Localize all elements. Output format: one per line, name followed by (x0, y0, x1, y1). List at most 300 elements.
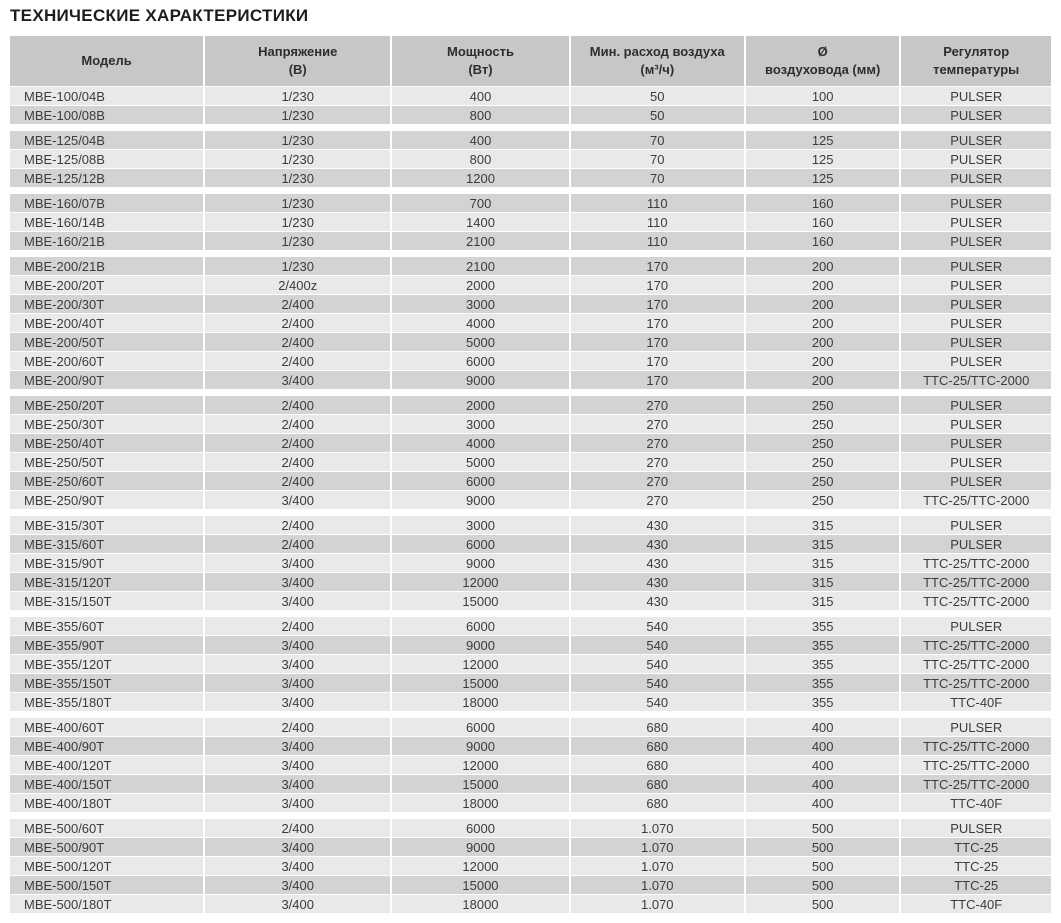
cell-power: 9000 (392, 636, 568, 654)
cell-duct: 125 (746, 131, 900, 149)
cell-airflow: 170 (571, 295, 744, 313)
cell-model: MBE-500/150T (10, 876, 203, 894)
cell-regulator: TTC-25/TTC-2000 (901, 636, 1051, 654)
cell-model: MBE-200/30T (10, 295, 203, 313)
cell-duct: 500 (746, 876, 900, 894)
cell-regulator: PULSER (901, 434, 1051, 452)
cell-airflow: 110 (571, 232, 744, 250)
model-group-MBE-315 (10, 516, 1051, 610)
cell-airflow: 1.070 (571, 895, 744, 913)
cell-airflow: 680 (571, 718, 744, 736)
cell-voltage: 3/400 (205, 838, 390, 856)
table-row (10, 491, 1051, 509)
cell-voltage: 2/400 (205, 535, 390, 553)
cell-regulator: TTC-40F (901, 794, 1051, 812)
model-group-MBE-160 (10, 194, 1051, 250)
cell-voltage: 2/400 (205, 333, 390, 351)
cell-airflow: 170 (571, 257, 744, 275)
cell-model: MBE-500/90T (10, 838, 203, 856)
cell-regulator: PULSER (901, 232, 1051, 250)
cell-regulator: PULSER (901, 131, 1051, 149)
column-header-label: Модель (81, 53, 132, 68)
cell-duct: 500 (746, 895, 900, 913)
column-header-model (10, 36, 203, 86)
cell-voltage: 1/230 (205, 213, 390, 231)
cell-duct: 200 (746, 371, 900, 389)
column-header-voltage (205, 36, 390, 86)
cell-airflow: 110 (571, 194, 744, 212)
cell-regulator: TTC-25/TTC-2000 (901, 371, 1051, 389)
cell-model: MBE-160/07B (10, 194, 203, 212)
cell-voltage: 3/400 (205, 491, 390, 509)
cell-airflow: 170 (571, 352, 744, 370)
cell-airflow: 430 (571, 516, 744, 534)
table-row (10, 453, 1051, 471)
cell-airflow: 540 (571, 617, 744, 635)
table-row (10, 276, 1051, 294)
column-header-label: (Вт) (468, 62, 493, 77)
cell-model: MBE-200/20T (10, 276, 203, 294)
cell-duct: 355 (746, 617, 900, 635)
cell-airflow: 540 (571, 674, 744, 692)
cell-airflow: 170 (571, 333, 744, 351)
table-row (10, 131, 1051, 149)
cell-model: MBE-355/90T (10, 636, 203, 654)
cell-power: 9000 (392, 737, 568, 755)
cell-power: 3000 (392, 415, 568, 433)
table-row (10, 819, 1051, 837)
cell-voltage: 3/400 (205, 554, 390, 572)
cell-model: MBE-400/120T (10, 756, 203, 774)
table-row (10, 535, 1051, 553)
column-header-label: Ø (817, 44, 828, 59)
column-header-label: Регулятор (943, 44, 1010, 59)
cell-power: 6000 (392, 535, 568, 553)
table-row (10, 592, 1051, 610)
cell-voltage: 2/400 (205, 819, 390, 837)
table-row (10, 655, 1051, 673)
cell-model: MBE-250/60T (10, 472, 203, 490)
cell-duct: 250 (746, 415, 900, 433)
cell-power: 800 (392, 106, 568, 124)
column-header-regulator (901, 36, 1051, 86)
table-row (10, 396, 1051, 414)
cell-power: 15000 (392, 592, 568, 610)
cell-duct: 200 (746, 276, 900, 294)
table-row (10, 718, 1051, 736)
cell-power: 18000 (392, 794, 568, 812)
column-header-label: Напряжение (258, 44, 338, 59)
cell-voltage: 1/230 (205, 257, 390, 275)
cell-regulator: PULSER (901, 415, 1051, 433)
cell-airflow: 680 (571, 775, 744, 793)
cell-duct: 200 (746, 295, 900, 313)
cell-voltage: 3/400 (205, 895, 390, 913)
cell-regulator: PULSER (901, 257, 1051, 275)
cell-regulator: PULSER (901, 472, 1051, 490)
cell-power: 15000 (392, 674, 568, 692)
cell-regulator: TTC-25/TTC-2000 (901, 674, 1051, 692)
cell-model: MBE-315/120T (10, 573, 203, 591)
cell-model: MBE-200/50T (10, 333, 203, 351)
cell-airflow: 270 (571, 434, 744, 452)
cell-power: 18000 (392, 895, 568, 913)
cell-airflow: 680 (571, 794, 744, 812)
cell-regulator: PULSER (901, 150, 1051, 168)
cell-regulator: PULSER (901, 213, 1051, 231)
cell-model: MBE-125/08B (10, 150, 203, 168)
cell-duct: 355 (746, 674, 900, 692)
cell-power: 3000 (392, 295, 568, 313)
cell-airflow: 110 (571, 213, 744, 231)
cell-duct: 400 (746, 737, 900, 755)
cell-duct: 355 (746, 655, 900, 673)
cell-duct: 125 (746, 169, 900, 187)
cell-regulator: PULSER (901, 718, 1051, 736)
cell-airflow: 540 (571, 693, 744, 711)
cell-voltage: 2/400 (205, 516, 390, 534)
cell-airflow: 430 (571, 573, 744, 591)
cell-regulator: TTC-25 (901, 876, 1051, 894)
cell-regulator: TTC-25/TTC-2000 (901, 756, 1051, 774)
column-header-label: воздуховода (мм) (765, 62, 881, 77)
cell-airflow: 680 (571, 756, 744, 774)
cell-airflow: 540 (571, 636, 744, 654)
cell-airflow: 270 (571, 491, 744, 509)
table-row (10, 415, 1051, 433)
cell-duct: 400 (746, 756, 900, 774)
table-row (10, 737, 1051, 755)
cell-duct: 250 (746, 396, 900, 414)
cell-duct: 200 (746, 314, 900, 332)
cell-model: MBE-250/20T (10, 396, 203, 414)
cell-model: MBE-250/30T (10, 415, 203, 433)
cell-airflow: 50 (571, 87, 744, 105)
cell-model: MBE-355/60T (10, 617, 203, 635)
table-row (10, 554, 1051, 572)
cell-airflow: 170 (571, 371, 744, 389)
table-row (10, 775, 1051, 793)
cell-voltage: 3/400 (205, 636, 390, 654)
cell-model: MBE-315/60T (10, 535, 203, 553)
cell-duct: 315 (746, 573, 900, 591)
cell-power: 12000 (392, 655, 568, 673)
table-row (10, 257, 1051, 275)
cell-airflow: 50 (571, 106, 744, 124)
table-row (10, 617, 1051, 635)
column-header-power (392, 36, 568, 86)
table-row (10, 194, 1051, 212)
cell-power: 9000 (392, 491, 568, 509)
cell-voltage: 2/400 (205, 434, 390, 452)
cell-power: 1400 (392, 213, 568, 231)
cell-model: MBE-200/90T (10, 371, 203, 389)
table-row (10, 857, 1051, 875)
cell-duct: 100 (746, 87, 900, 105)
cell-regulator: PULSER (901, 819, 1051, 837)
cell-duct: 200 (746, 333, 900, 351)
cell-regulator: TTC-25 (901, 838, 1051, 856)
cell-duct: 355 (746, 636, 900, 654)
cell-voltage: 1/230 (205, 194, 390, 212)
cell-duct: 315 (746, 535, 900, 553)
cell-power: 12000 (392, 756, 568, 774)
column-header-label: температуры (933, 62, 1020, 77)
table-row (10, 232, 1051, 250)
table-header-row (10, 36, 1051, 86)
cell-duct: 125 (746, 150, 900, 168)
cell-power: 6000 (392, 617, 568, 635)
cell-airflow: 1.070 (571, 876, 744, 894)
cell-regulator: TTC-25/TTC-2000 (901, 592, 1051, 610)
model-group-MBE-250 (10, 396, 1051, 509)
table-row (10, 876, 1051, 894)
cell-power: 9000 (392, 838, 568, 856)
cell-model: MBE-200/40T (10, 314, 203, 332)
cell-regulator: TTC-25/TTC-2000 (901, 491, 1051, 509)
cell-duct: 250 (746, 453, 900, 471)
table-row (10, 371, 1051, 389)
cell-airflow: 1.070 (571, 857, 744, 875)
cell-duct: 160 (746, 213, 900, 231)
cell-power: 3000 (392, 516, 568, 534)
cell-duct: 400 (746, 718, 900, 736)
cell-power: 4000 (392, 314, 568, 332)
cell-model: MBE-500/120T (10, 857, 203, 875)
cell-voltage: 2/400 (205, 472, 390, 490)
cell-regulator: PULSER (901, 516, 1051, 534)
cell-regulator: TTC-25/TTC-2000 (901, 554, 1051, 572)
cell-model: MBE-200/60T (10, 352, 203, 370)
cell-voltage: 2/400 (205, 453, 390, 471)
cell-voltage: 3/400 (205, 857, 390, 875)
model-group-MBE-125 (10, 131, 1051, 187)
cell-model: MBE-125/04B (10, 131, 203, 149)
cell-power: 2000 (392, 276, 568, 294)
cell-power: 15000 (392, 775, 568, 793)
cell-power: 1200 (392, 169, 568, 187)
cell-model: MBE-315/150T (10, 592, 203, 610)
cell-airflow: 1.070 (571, 838, 744, 856)
cell-power: 5000 (392, 333, 568, 351)
table-row (10, 516, 1051, 534)
table-row (10, 838, 1051, 856)
cell-duct: 355 (746, 693, 900, 711)
cell-airflow: 430 (571, 535, 744, 553)
column-header-label: Мощность (446, 44, 514, 59)
table-row (10, 213, 1051, 231)
cell-duct: 400 (746, 775, 900, 793)
cell-airflow: 270 (571, 396, 744, 414)
cell-voltage: 3/400 (205, 794, 390, 812)
cell-duct: 200 (746, 352, 900, 370)
spec-table (10, 36, 1051, 913)
cell-duct: 200 (746, 257, 900, 275)
cell-power: 15000 (392, 876, 568, 894)
cell-airflow: 680 (571, 737, 744, 755)
table-row (10, 756, 1051, 774)
cell-power: 12000 (392, 573, 568, 591)
cell-airflow: 1.070 (571, 819, 744, 837)
table-row (10, 333, 1051, 351)
cell-duct: 160 (746, 194, 900, 212)
cell-regulator: PULSER (901, 314, 1051, 332)
column-header-airflow (571, 36, 744, 86)
cell-regulator: TTC-25/TTC-2000 (901, 573, 1051, 591)
cell-regulator: PULSER (901, 453, 1051, 471)
model-group-MBE-100 (10, 87, 1051, 124)
model-group-MBE-355 (10, 617, 1051, 711)
cell-airflow: 430 (571, 592, 744, 610)
model-group-MBE-400 (10, 718, 1051, 812)
cell-power: 6000 (392, 718, 568, 736)
cell-model: MBE-500/60T (10, 819, 203, 837)
cell-power: 6000 (392, 352, 568, 370)
cell-regulator: PULSER (901, 276, 1051, 294)
cell-airflow: 170 (571, 276, 744, 294)
cell-model: MBE-500/180T (10, 895, 203, 913)
cell-duct: 315 (746, 592, 900, 610)
cell-model: MBE-160/21B (10, 232, 203, 250)
cell-duct: 315 (746, 554, 900, 572)
cell-duct: 250 (746, 491, 900, 509)
cell-voltage: 2/400 (205, 415, 390, 433)
cell-voltage: 2/400 (205, 617, 390, 635)
cell-power: 400 (392, 131, 568, 149)
table-row (10, 472, 1051, 490)
cell-power: 2100 (392, 257, 568, 275)
cell-model: MBE-250/90T (10, 491, 203, 509)
cell-power: 9000 (392, 554, 568, 572)
table-row (10, 169, 1051, 187)
cell-airflow: 540 (571, 655, 744, 673)
cell-voltage: 1/230 (205, 150, 390, 168)
cell-voltage: 1/230 (205, 232, 390, 250)
cell-voltage: 3/400 (205, 737, 390, 755)
cell-power: 5000 (392, 453, 568, 471)
cell-power: 18000 (392, 693, 568, 711)
cell-voltage: 1/230 (205, 87, 390, 105)
cell-voltage: 3/400 (205, 775, 390, 793)
cell-airflow: 170 (571, 314, 744, 332)
cell-voltage: 1/230 (205, 106, 390, 124)
cell-duct: 250 (746, 434, 900, 452)
cell-power: 4000 (392, 434, 568, 452)
table-body (10, 87, 1051, 913)
cell-duct: 250 (746, 472, 900, 490)
cell-model: MBE-125/12B (10, 169, 203, 187)
cell-airflow: 70 (571, 169, 744, 187)
table-row (10, 314, 1051, 332)
cell-voltage: 3/400 (205, 876, 390, 894)
cell-regulator: PULSER (901, 194, 1051, 212)
cell-voltage: 2/400 (205, 396, 390, 414)
cell-duct: 400 (746, 794, 900, 812)
cell-power: 9000 (392, 371, 568, 389)
cell-airflow: 70 (571, 150, 744, 168)
cell-model: MBE-160/14B (10, 213, 203, 231)
cell-model: MBE-100/04B (10, 87, 203, 105)
cell-voltage: 2/400 (205, 352, 390, 370)
cell-model: MBE-355/150T (10, 674, 203, 692)
cell-model: MBE-400/90T (10, 737, 203, 755)
cell-regulator: TTC-25/TTC-2000 (901, 775, 1051, 793)
cell-power: 6000 (392, 819, 568, 837)
cell-airflow: 70 (571, 131, 744, 149)
cell-voltage: 2/400z (205, 276, 390, 294)
cell-regulator: TTC-40F (901, 895, 1051, 913)
cell-voltage: 1/230 (205, 131, 390, 149)
table-row (10, 434, 1051, 452)
cell-power: 2100 (392, 232, 568, 250)
cell-voltage: 2/400 (205, 295, 390, 313)
column-header-duct (746, 36, 900, 86)
cell-regulator: PULSER (901, 295, 1051, 313)
cell-regulator: PULSER (901, 352, 1051, 370)
cell-duct: 160 (746, 232, 900, 250)
cell-airflow: 270 (571, 472, 744, 490)
table-row (10, 150, 1051, 168)
cell-regulator: PULSER (901, 106, 1051, 124)
cell-duct: 315 (746, 516, 900, 534)
cell-regulator: PULSER (901, 169, 1051, 187)
table-row (10, 794, 1051, 812)
cell-airflow: 430 (571, 554, 744, 572)
cell-power: 2000 (392, 396, 568, 414)
cell-model: MBE-400/150T (10, 775, 203, 793)
column-header-label: (В) (288, 62, 307, 77)
cell-voltage: 2/400 (205, 314, 390, 332)
cell-duct: 500 (746, 819, 900, 837)
cell-regulator: TTC-25/TTC-2000 (901, 737, 1051, 755)
cell-model: MBE-400/180T (10, 794, 203, 812)
column-header-label: (м³/ч) (640, 62, 675, 77)
cell-model: MBE-250/50T (10, 453, 203, 471)
cell-voltage: 3/400 (205, 693, 390, 711)
cell-voltage: 3/400 (205, 592, 390, 610)
cell-model: MBE-400/60T (10, 718, 203, 736)
column-header-label: Мин. расход воздуха (589, 44, 725, 59)
cell-duct: 100 (746, 106, 900, 124)
cell-power: 6000 (392, 472, 568, 490)
cell-power: 700 (392, 194, 568, 212)
cell-power: 800 (392, 150, 568, 168)
cell-regulator: PULSER (901, 396, 1051, 414)
cell-regulator: TTC-25 (901, 857, 1051, 875)
cell-power: 12000 (392, 857, 568, 875)
cell-voltage: 3/400 (205, 674, 390, 692)
model-group-MBE-200 (10, 257, 1051, 389)
table-row (10, 674, 1051, 692)
cell-model: MBE-355/180T (10, 693, 203, 711)
cell-model: MBE-315/90T (10, 554, 203, 572)
cell-regulator: PULSER (901, 87, 1051, 105)
cell-power: 400 (392, 87, 568, 105)
cell-regulator: PULSER (901, 535, 1051, 553)
cell-model: MBE-200/21B (10, 257, 203, 275)
model-group-MBE-500 (10, 819, 1051, 913)
cell-duct: 500 (746, 857, 900, 875)
table-row (10, 636, 1051, 654)
cell-duct: 500 (746, 838, 900, 856)
cell-voltage: 3/400 (205, 756, 390, 774)
table-row (10, 693, 1051, 711)
cell-model: MBE-355/120T (10, 655, 203, 673)
cell-model: MBE-250/40T (10, 434, 203, 452)
cell-regulator: PULSER (901, 617, 1051, 635)
cell-regulator: TTC-40F (901, 693, 1051, 711)
page-title: ТЕХНИЧЕСКИЕ ХАРАКТЕРИСТИКИ (10, 6, 309, 25)
